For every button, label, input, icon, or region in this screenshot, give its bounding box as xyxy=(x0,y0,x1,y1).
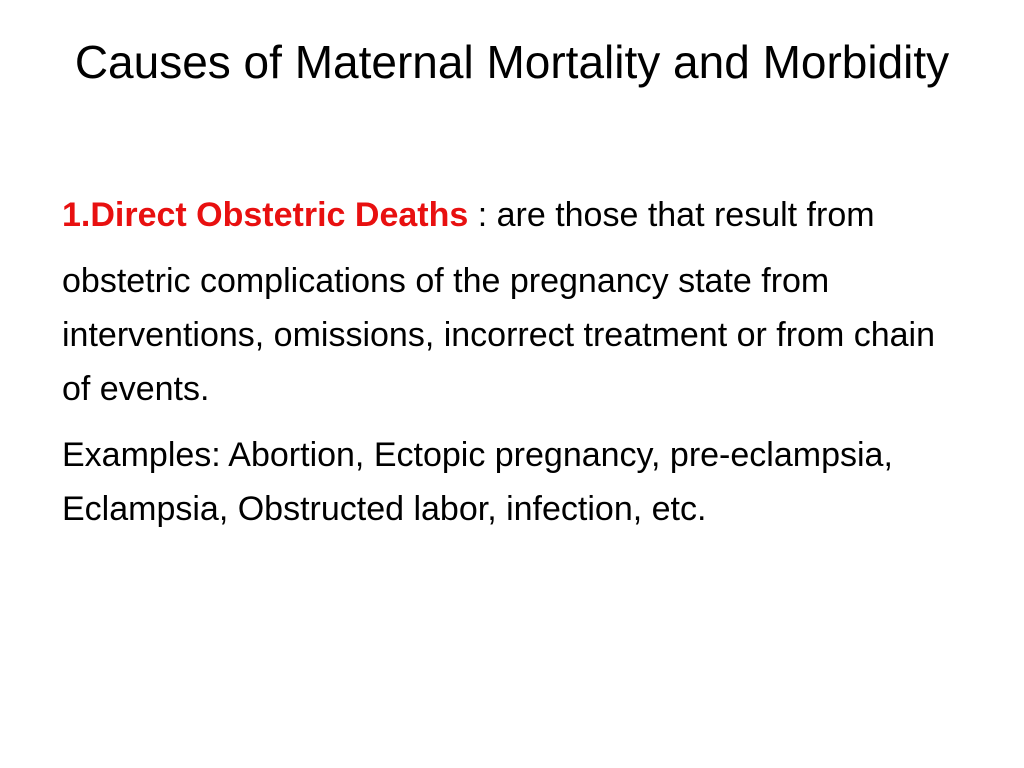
complications-paragraph: obstetric complications of the pregnancy state from interventions, omissions, incorrect treatment or from chain of events. xyxy=(62,262,936,408)
definition-paragraph xyxy=(62,188,962,242)
definition-separator: : xyxy=(468,196,497,234)
slide-title: Causes of Maternal Mortality and Morbidity xyxy=(74,36,950,88)
slide-body xyxy=(62,188,962,548)
direct-obstetric-deaths-heading: 1.Direct Obstetric Deaths xyxy=(62,196,469,234)
examples-paragraph: Examples: Abortion, Ectopic pregnancy, pre-eclampsia, Eclampsia, Obstructed labor, infection, etc. xyxy=(62,436,893,528)
definition-text: are those that result from xyxy=(496,196,875,234)
